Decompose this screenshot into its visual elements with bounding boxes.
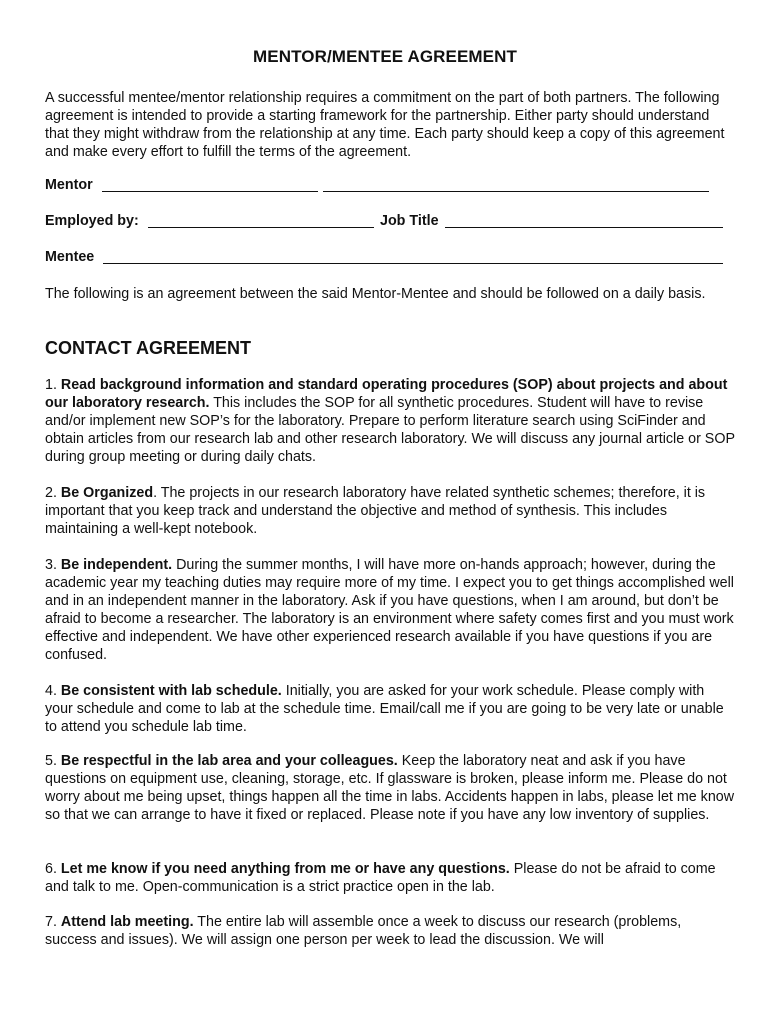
mentor-second-line[interactable] [323,177,709,192]
following-paragraph: The following is an agreement between the said Mentor-Mentee and should be followed on a daily basis. [45,286,706,302]
item-heading: Read background information and standard operating procedures (SOP) about projects and about our laboratory research. [45,377,728,411]
employed-by-label: Employed by: [45,213,139,229]
item-heading: Be independent. [60,557,173,573]
agreement-item [45,752,735,824]
item-text: Please do not be afraid to come and talk to me. Open-communication is a strict practice open in the lab. [45,861,716,895]
item-number: 5. [45,753,61,769]
item-text: . The projects in our research laboratory have related synthetic schemes; therefore, it is important that you keep track and understand the objective and method of synthesis. This includes maintaining a well-kept notebook. [45,485,706,537]
agreement-item [45,860,735,896]
agreement-item [45,376,735,466]
item-number: 3. [45,557,61,573]
mentor-label: Mentor [45,177,93,193]
item-text: The entire lab will assemble once a week to discuss our research (problems, success and issues). We will assign one person per week to lead the discussion. We will [45,914,682,948]
contact-agreement-heading: CONTACT AGREEMENT [45,338,251,358]
intro-paragraph: A successful mentee/mentor relationship requires a commitment on the part of both partners. The following agreement is intended to provide a starting framework for the partnership. Either party should understand that they might withdraw from the relationship at any time. Each party should keep a copy of this agreement and make every effort to fulfill the terms of the agreement. [45,90,725,160]
job-title-label: Job Title [380,213,439,229]
item-number: 4. [45,683,61,699]
employed-by-line[interactable] [148,213,374,228]
item-number: 7. [45,914,61,930]
item-text: During the summer months, I will have more on-hands approach; however, during the academic year my teaching duties may require more of my time. I expect you to get things accomplished well and in an independent manner in the laboratory. Ask if you have questions, when I am around, but don’t be afraid to become a researcher. The laboratory is an environment where safety comes first and you must work effective and independent. We have other experienced research available if you have questions if you are confused. [45,557,734,663]
document-title: MENTOR/MENTEE AGREEMENT [253,47,517,66]
item-number: 6. [45,861,61,877]
mentee-label: Mentee [45,249,95,265]
item-number: 2. [45,485,61,501]
item-text: This includes the SOP for all synthetic procedures. Student will have to revise and/or implement new SOP’s for the laboratory. Prepare to perform literature search using SciFinder and obtain articles from our research lab and other research laboratory. We will discuss any journal article or SOP during group meeting or during daily chats. [45,395,735,465]
item-heading: Be consistent with lab schedule. [60,683,282,699]
mentor-name-line[interactable] [102,177,318,192]
item-heading: Attend lab meeting. [60,914,194,930]
agreement-item [45,913,735,949]
item-text: Keep the laboratory neat and ask if you have questions on equipment use, cleaning, storage, etc. If glassware is broken, please inform me. Please do not worry about me being upset, things happen all the time in labs. Accidents happen in labs, please let me know so that we can arrange to have it fixed or replaced. Please note if you have any low inventory of supplies. [45,753,735,823]
item-heading: Be Organized [60,485,154,501]
item-text: Initially, you are asked for your work schedule. Please comply with your schedule and come to lab at the schedule time. Email/call me if you are going to be very late or unable to attend you schedule lab time. [45,683,724,735]
agreement-item [45,484,735,538]
item-heading: Be respectful in the lab area and your colleagues. [60,753,398,769]
agreement-item [45,682,735,736]
mentee-line[interactable] [103,249,723,264]
job-title-line[interactable] [445,213,723,228]
item-heading: Let me know if you need anything from me or have any questions. [60,861,510,877]
agreement-item [45,556,735,664]
item-number: 1. [45,377,61,393]
